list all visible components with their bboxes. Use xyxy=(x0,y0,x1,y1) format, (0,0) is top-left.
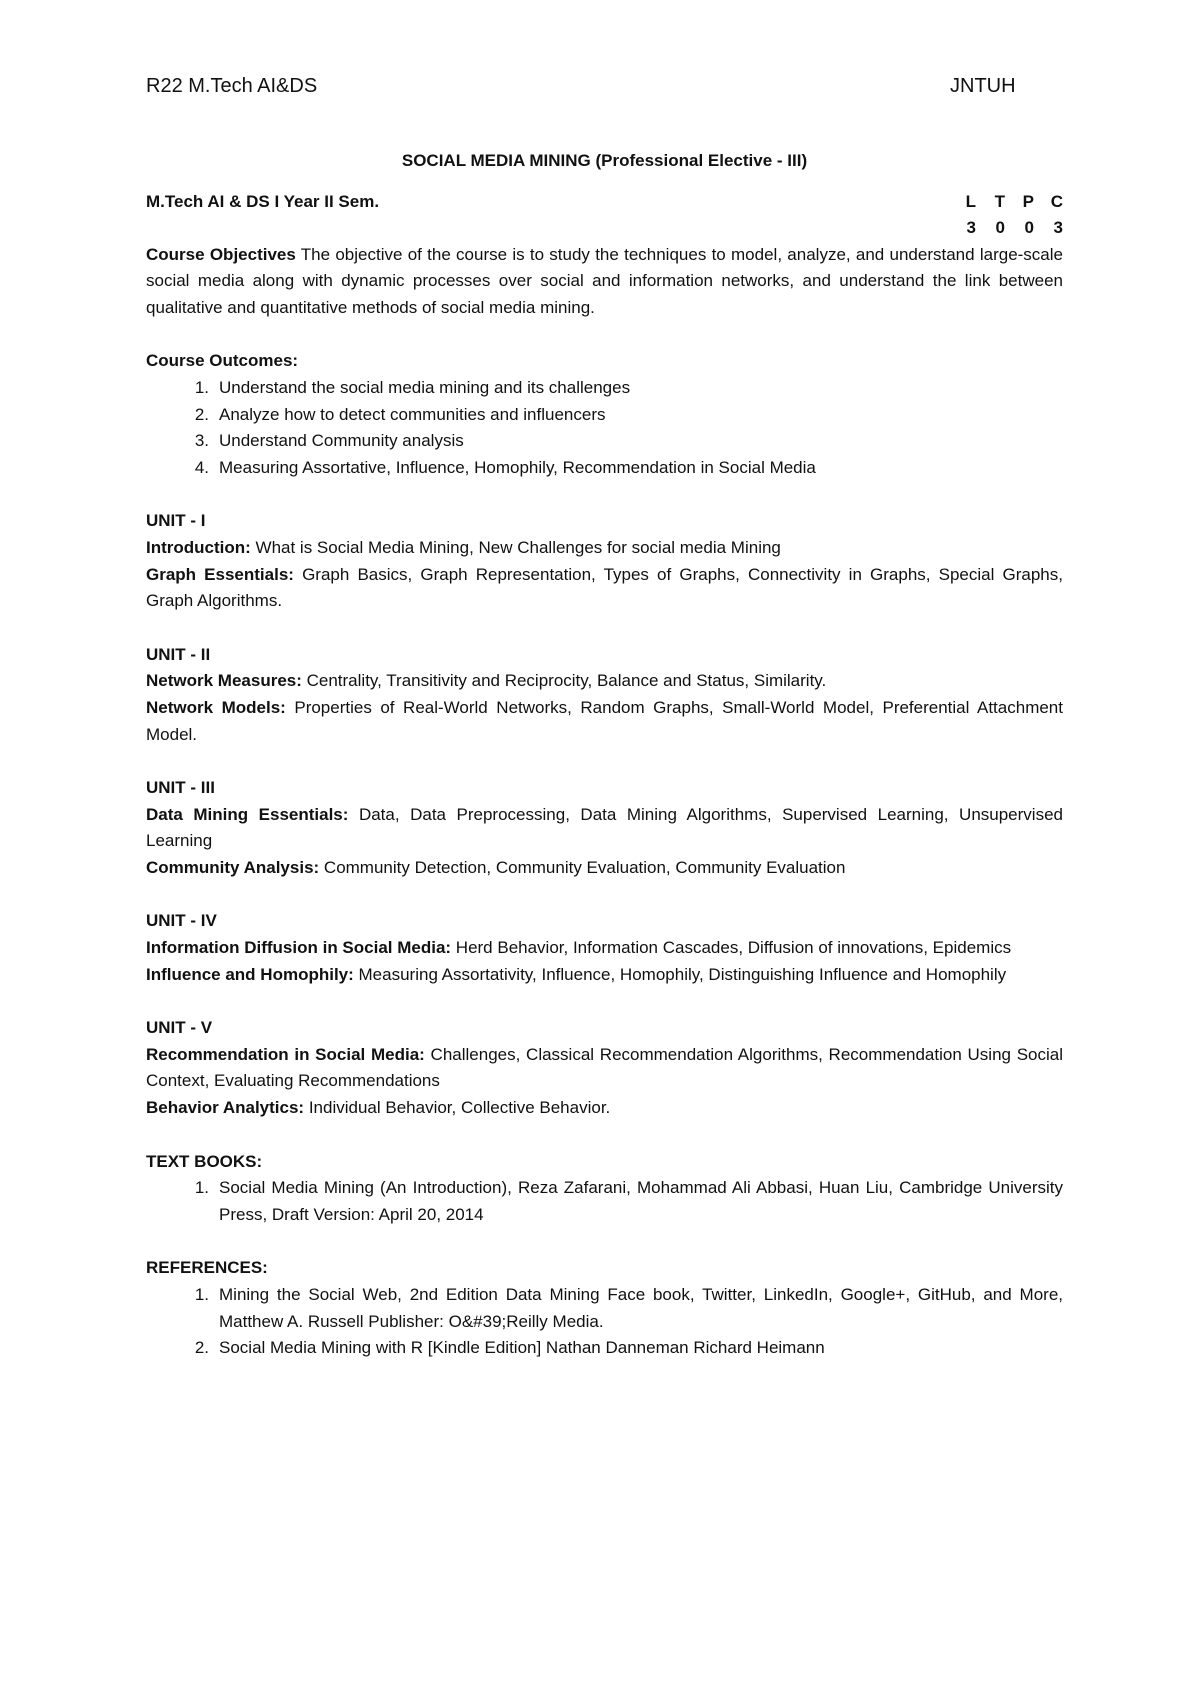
ltpc-label-l: L xyxy=(965,191,976,211)
ltpc-values xyxy=(956,215,1063,242)
course-title: SOCIAL MEDIA MINING (Professional Elective - III) xyxy=(401,151,808,170)
unit-5-title: UNIT - V xyxy=(146,1018,213,1038)
ltpc-label-p: P xyxy=(1022,191,1034,211)
outcomes-list xyxy=(146,375,1063,481)
textbooks-heading: TEXT BOOKS: xyxy=(146,1151,263,1171)
list-item: 4. Measuring Assortative, Influence, Homophily, Recommendation in Social Media xyxy=(194,457,816,477)
unit-2-topic-1: Network Measures: Centrality, Transitivity and Reciprocity, Balance and Status, Similarity. xyxy=(146,671,827,691)
unit-5-topic-1: Recommendation in Social Media: Challenges, Classical Recommendation Algorithms, Recommendation Using Social Context, Evaluating Recommendations xyxy=(146,1044,1064,1091)
unit-4-topic-2: Influence and Homophily: Measuring Assortativity, Influence, Homophily, Distinguishing Influence and Homophily xyxy=(146,964,1007,984)
list-item: 1. Mining the Social Web, 2nd Edition Data Mining Face book, Twitter, LinkedIn, Google+, GitHub, and More, Matthew A. Russell Publisher: O&#39;Reilly Media. xyxy=(194,1285,1063,1331)
list-item: 1. Social Media Mining (An Introduction), Reza Zafarani, Mohammad Ali Abbasi, Huan Liu, Cambridge University Press, Draft Version: April 20, 2014 xyxy=(194,1178,1063,1224)
unit-1-topic-2: Graph Essentials: Graph Basics, Graph Representation, Types of Graphs, Connectivity in Graphs, Special Graphs, Graph Algorithms. xyxy=(146,564,1063,611)
ltpc-value-l: 3 xyxy=(966,218,976,238)
unit-2-title: UNIT - II xyxy=(146,644,211,664)
references-list xyxy=(146,1282,1063,1362)
objectives-heading: Course Objectives xyxy=(146,244,296,264)
unit-1-title: UNIT - I xyxy=(146,511,206,531)
unit-3-title: UNIT - III xyxy=(146,778,215,798)
semester-label: M.Tech AI & DS I Year II Sem. xyxy=(146,191,380,211)
references-heading: REFERENCES: xyxy=(146,1258,268,1278)
unit-3-topic-2: Community Analysis: Community Detection, Community Evaluation, Community Evaluation xyxy=(146,857,846,877)
header-university: JNTUH xyxy=(950,75,1016,97)
unit-5-topic-2: Behavior Analytics: Individual Behavior, Collective Behavior. xyxy=(146,1098,611,1118)
ltpc-label-c: C xyxy=(1050,191,1063,211)
ltpc-value-t: 0 xyxy=(995,218,1005,238)
syllabus-content xyxy=(146,148,1063,1362)
course-objectives xyxy=(146,242,1063,322)
list-item: 2. Analyze how to detect communities and influencers xyxy=(194,404,606,424)
unit-1-topic-1: Introduction: What is Social Media Mining, New Challenges for social media Mining xyxy=(146,537,781,557)
unit-3-topic-1: Data Mining Essentials: Data, Data Preprocessing, Data Mining Algorithms, Supervised Learning, Unsupervised Learning xyxy=(146,804,1063,851)
list-item: 1. Understand the social media mining and its challenges xyxy=(194,377,631,397)
ltpc-value-p: 0 xyxy=(1024,218,1034,238)
ltpc-value-c: 3 xyxy=(1053,218,1063,238)
ltpc-label-t: T xyxy=(994,191,1005,211)
ltpc-labels xyxy=(956,189,1063,216)
outcomes-heading: Course Outcomes: xyxy=(146,351,299,371)
unit-2-topic-2: Network Models: Properties of Real-World Networks, Random Graphs, Small-World Model, Preferential Attachment Model. xyxy=(146,697,1063,744)
unit-4-title: UNIT - IV xyxy=(146,911,217,931)
objectives-text: The objective of the course is to study the techniques to model, analyze, and understand large-scale social media along with dynamic processes over social and information networks, and understand the link between qualitative and quantitative methods of social media mining. xyxy=(146,244,1063,317)
list-item: 3. Understand Community analysis xyxy=(194,431,464,451)
header-regulation: R22 M.Tech AI&DS xyxy=(146,75,318,97)
unit-4-topic-1: Information Diffusion in Social Media: Herd Behavior, Information Cascades, Diffusion of innovations, Epidemics xyxy=(146,938,1012,958)
list-item: 2. Social Media Mining with R [Kindle Edition] Nathan Danneman Richard Heimann xyxy=(194,1338,825,1358)
ltpc-table xyxy=(956,189,1063,242)
semester-row xyxy=(146,189,1063,242)
textbooks-list xyxy=(146,1175,1063,1228)
